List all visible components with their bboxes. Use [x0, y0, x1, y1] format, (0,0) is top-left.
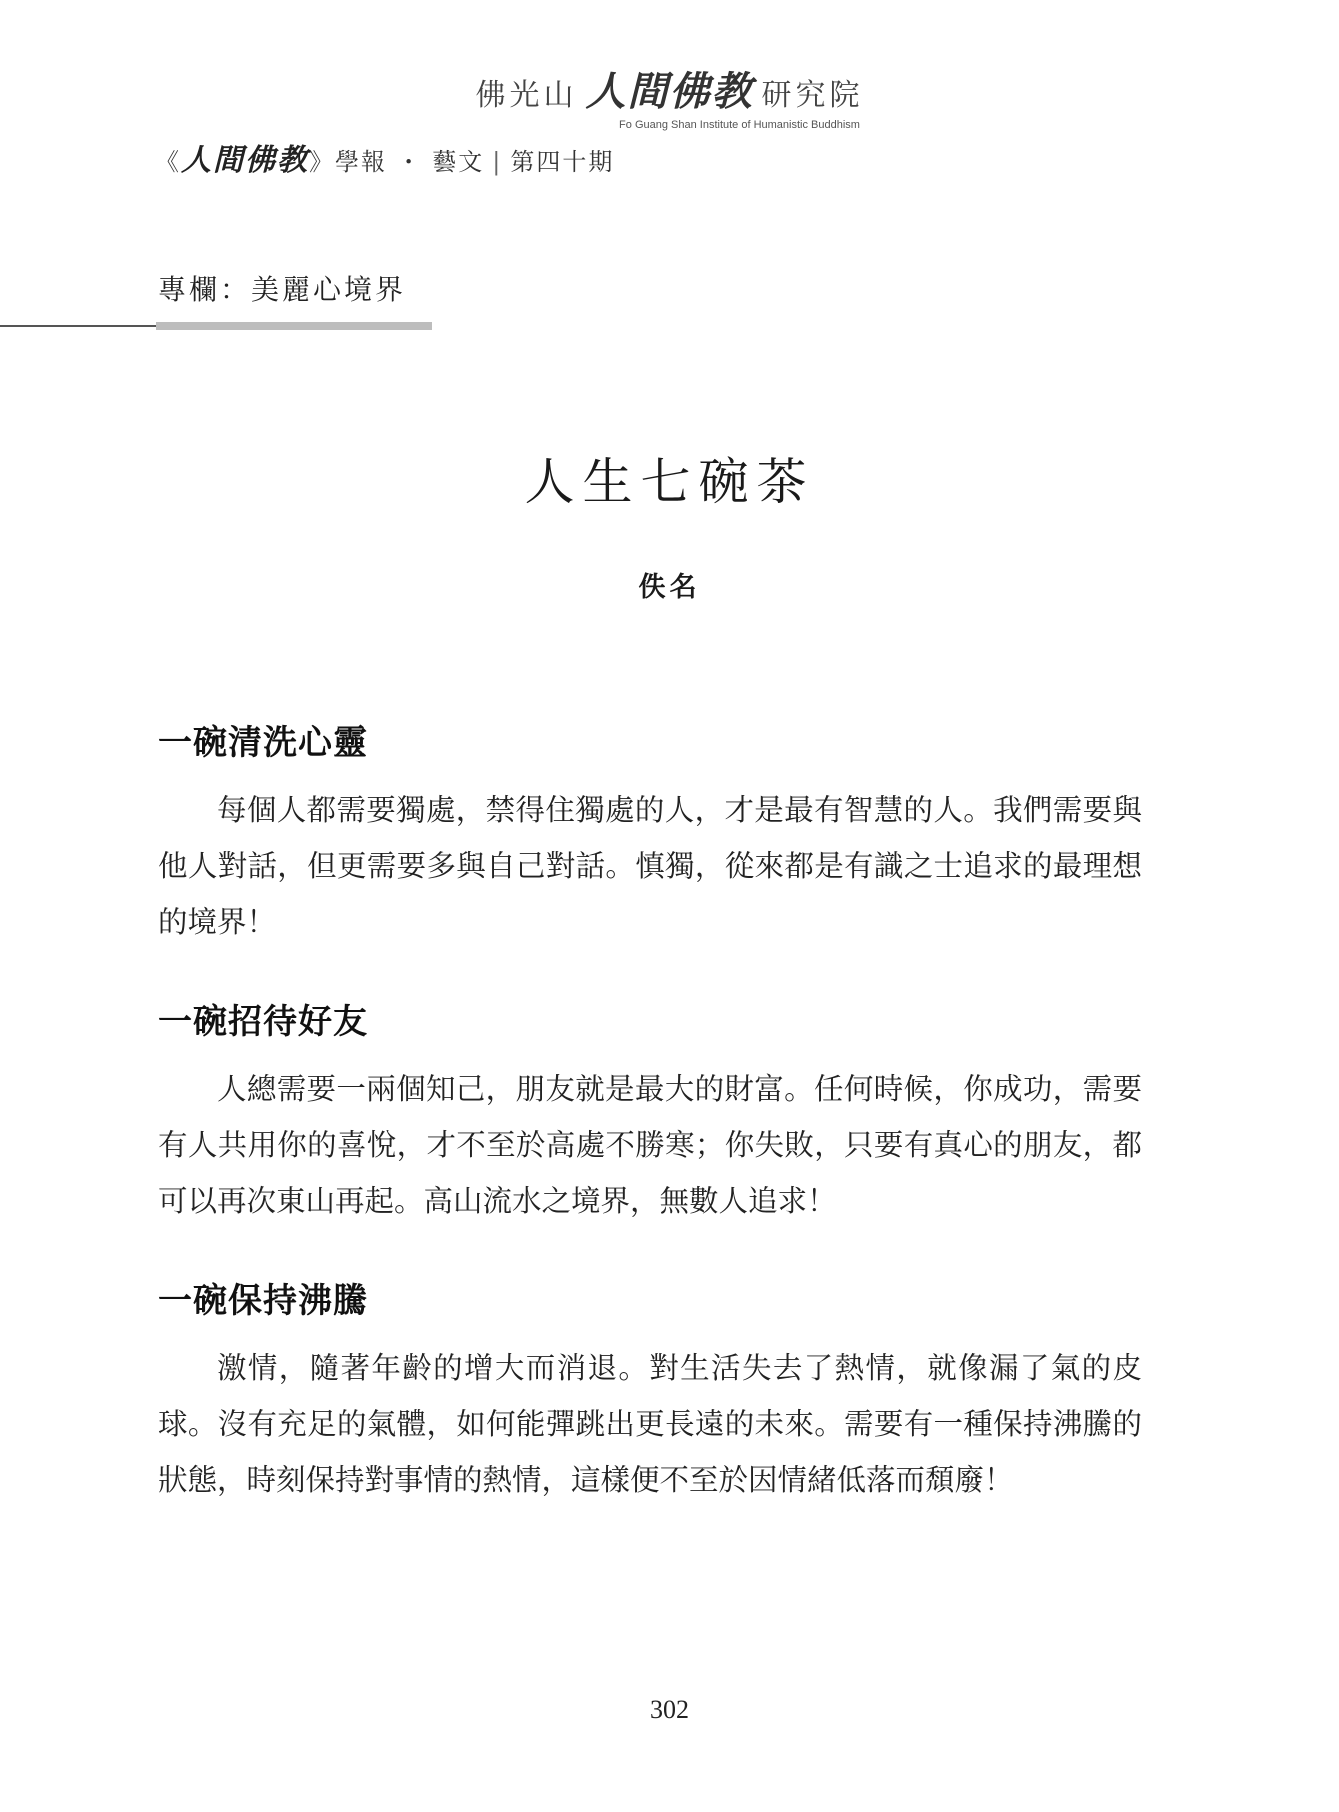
- article-section: [158, 994, 1142, 1229]
- journal-brand-logo: 人間佛教: [181, 143, 309, 178]
- article-title: 人生七碗茶: [524, 453, 815, 511]
- institute-prefix: 佛光山: [475, 78, 578, 113]
- section-paragraph: 每個人都需要獨處，禁得住獨處的人，才是最有智慧的人。我們需要與他人對話，但更需要多與自己對話。慎獨，從來都是有識之士追求的最理想的境界！: [158, 793, 1142, 939]
- institute-header: [0, 60, 1339, 131]
- institute-name: [476, 60, 864, 117]
- journal-separator: |: [492, 148, 503, 176]
- section-heading: 一碗招待好友: [158, 1002, 368, 1042]
- institute-english-name: Fo Guang Shan Institute of Humanistic Buddhism: [619, 119, 860, 131]
- section-paragraph: 激情，隨著年齡的增大而消退。對生活失去了熱情，就像漏了氣的皮球。沒有充足的氣體，如何能彈跳出更長遠的未來。需要有一種保持沸騰的狀態，時刻保持對事情的熱情，這樣便不至於因情緒低落而頹廢！: [158, 1351, 1142, 1497]
- journal-issue: 第四十期: [510, 148, 615, 176]
- article-section: [158, 1273, 1142, 1508]
- section-paragraph: 人總需要一兩個知己，朋友就是最大的財富。任何時候，你成功，需要有人共用你的喜悅，才不至於高處不勝寒；你失敗，只要有真心的朋友，都可以再次東山再起。高山流水之境界，無數人追求！: [158, 1072, 1142, 1218]
- page-number: 302: [650, 1695, 689, 1724]
- article-author: 佚名: [638, 572, 701, 603]
- column-divider-accent: [156, 322, 432, 330]
- journal-section: 》學報 ・ 藝文: [309, 148, 485, 176]
- article-body: [158, 715, 1142, 1508]
- institute-suffix: 研究院: [761, 78, 864, 113]
- journal-open-bracket: 《: [155, 148, 181, 176]
- section-heading: 一碗保持沸騰: [158, 1281, 368, 1321]
- column-label: 專欄：美麗心境界: [158, 273, 407, 306]
- institute-brand-logo: 人間佛教: [585, 69, 754, 115]
- section-heading: 一碗清洗心靈: [158, 723, 368, 763]
- article-section: [158, 715, 1142, 950]
- journal-running-head: [155, 135, 614, 179]
